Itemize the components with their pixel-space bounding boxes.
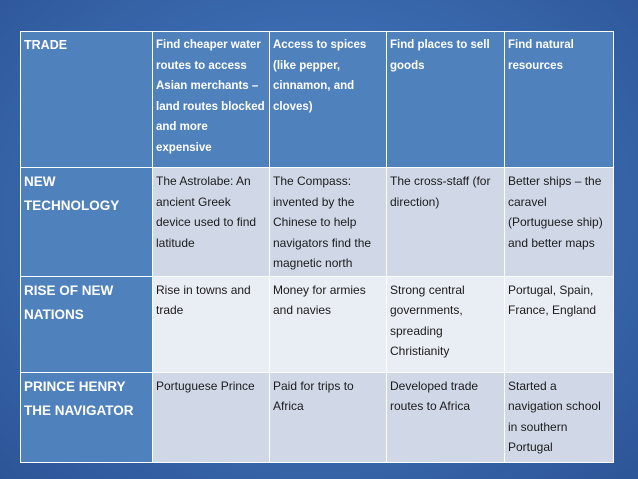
header-cell: Find cheaper water routes to access Asian merchants – land routes blocked and more expensive bbox=[153, 32, 270, 168]
table-cell: The Astrolabe: An ancient Greek device used to find latitude bbox=[153, 168, 270, 277]
table-cell: Better ships – the caravel (Portuguese ship) and better maps bbox=[505, 168, 614, 277]
header-cell: Find places to sell goods bbox=[387, 32, 505, 168]
row-label-trade: TRADE bbox=[21, 32, 153, 168]
table-row bbox=[21, 168, 614, 277]
table-cell: Paid for trips to Africa bbox=[270, 372, 387, 462]
causes-of-exploration-table bbox=[20, 31, 614, 463]
row-label-rise-of-new-nations: RISE OF NEW NATIONS bbox=[21, 276, 153, 372]
table-cell: Portugal, Spain, France, England bbox=[505, 276, 614, 372]
table-cell: Strong central governments, spreading Christianity bbox=[387, 276, 505, 372]
table-cell: Portuguese Prince bbox=[153, 372, 270, 462]
header-cell: Find natural resources bbox=[505, 32, 614, 168]
table-cell: Started a navigation school in southern Portugal bbox=[505, 372, 614, 462]
table-header-row bbox=[21, 32, 614, 168]
table-row bbox=[21, 372, 614, 462]
header-cell: Access to spices (like pepper, cinnamon, and cloves) bbox=[270, 32, 387, 168]
table-cell: Money for armies and navies bbox=[270, 276, 387, 372]
row-label-new-technology: NEW TECHNOLOGY bbox=[21, 168, 153, 277]
table-cell: Developed trade routes to Africa bbox=[387, 372, 505, 462]
row-label-prince-henry: PRINCE HENRY THE NAVIGATOR bbox=[21, 372, 153, 462]
table-cell: Rise in towns and trade bbox=[153, 276, 270, 372]
table-cell: The cross-staff (for direction) bbox=[387, 168, 505, 277]
table-row bbox=[21, 276, 614, 372]
table-cell: The Compass: invented by the Chinese to help navigators find the magnetic north bbox=[270, 168, 387, 277]
